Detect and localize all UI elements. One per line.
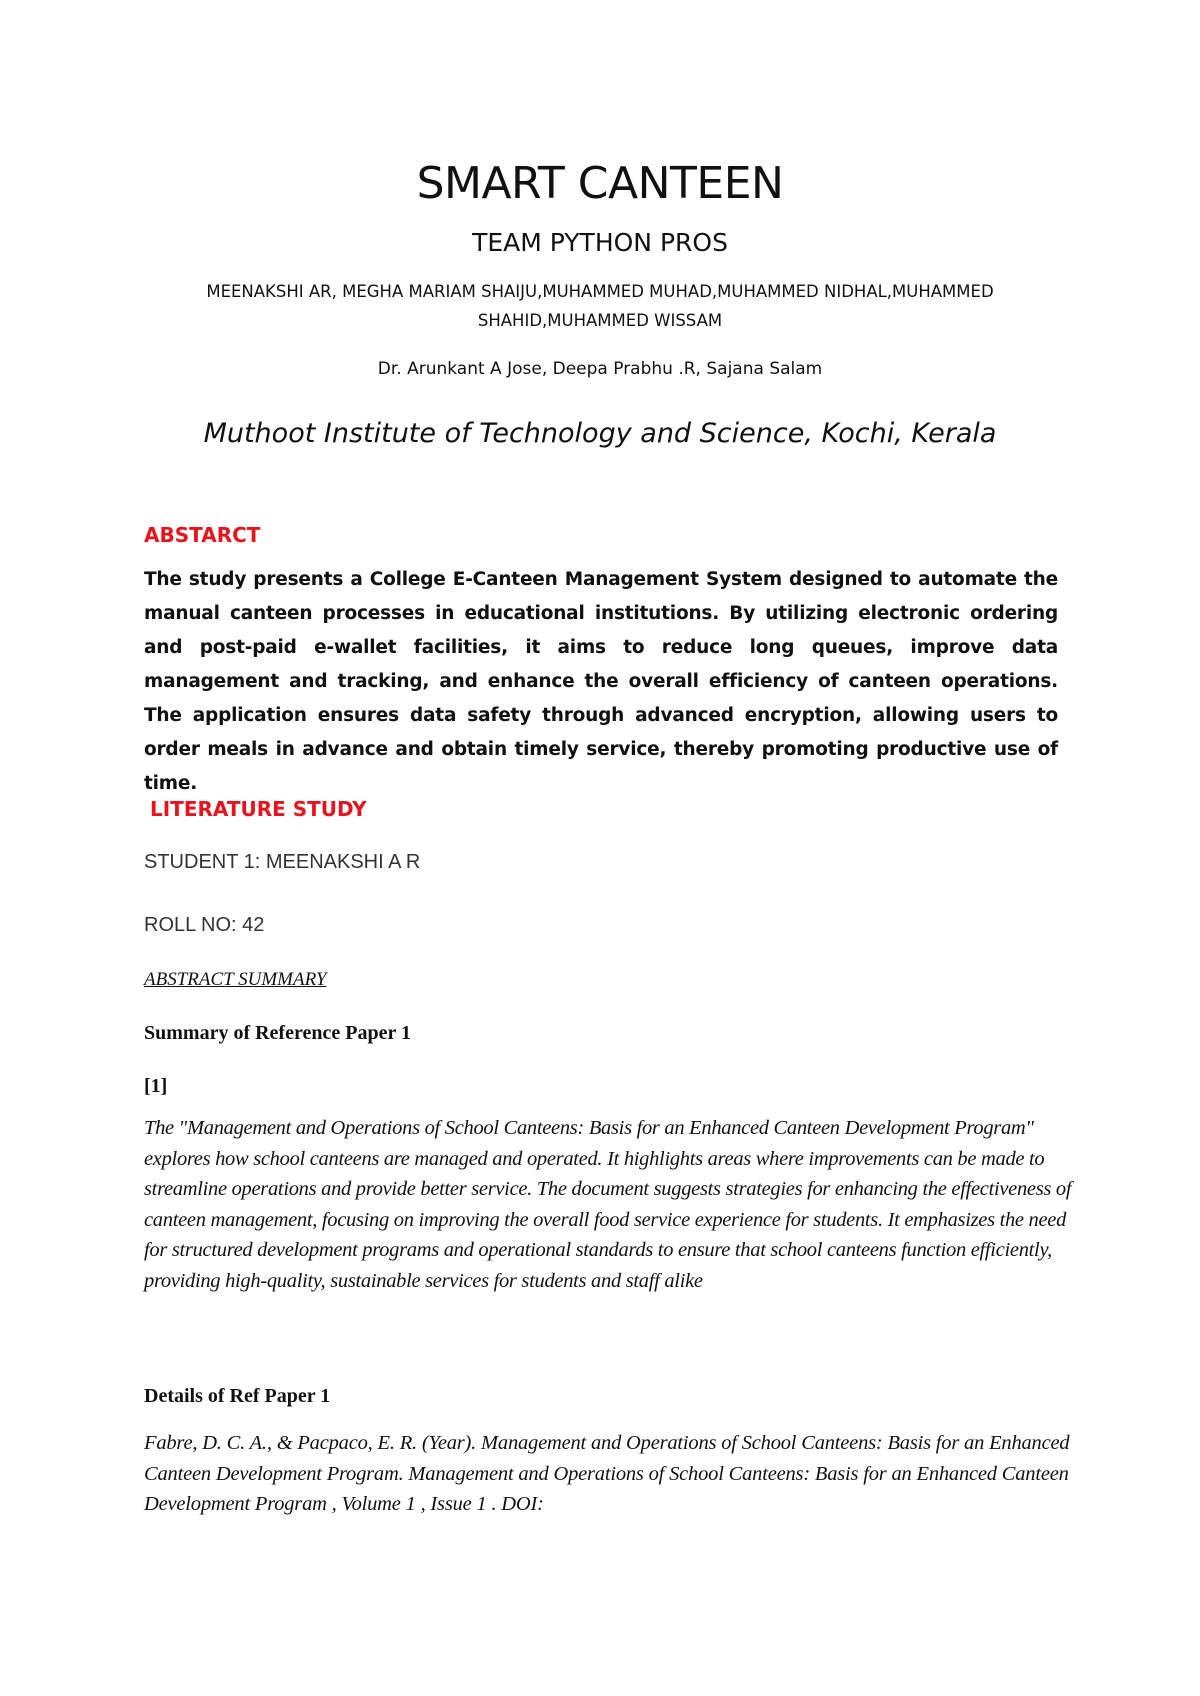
summary-heading: Summary of Reference Paper 1 <box>144 1022 411 1044</box>
details-heading: Details of Ref Paper 1 <box>144 1385 331 1407</box>
abstract-heading: ABSTARCT <box>144 523 261 547</box>
roll-number: ROLL NO: 42 <box>144 914 265 936</box>
abstract-summary-label: ABSTRACT SUMMARY <box>144 969 327 990</box>
reference-citation: Fabre, D. C. A., & Pacpaco, E. R. (Year). Management and Operations of School Canteens: Basis for an Enhanced Canteen Development Program. Management and Operations of School Canteens: Basis for an Enhanced Canteen Development Program , Volume 1 , Issue 1 . DOI: <box>144 1432 1070 1515</box>
abstract-body: The study presents a College E-Canteen Management System designed to automate the manual canteen processes in educational institutions. By utilizing electronic ordering and post-paid e-wallet facilities, it aims to reduce long queues, improve data management and tracking, and enhance the overall efficiency of canteen operations. The application ensures data safety through advanced encryption, allowing users to order meals in advance and obtain timely service, thereby promoting productive use of time. <box>144 569 1058 794</box>
student-name: STUDENT 1: MEENAKSHI A R <box>144 851 421 873</box>
author-list: MEENAKSHI AR, MEGHA MARIAM SHAIJU,MUHAMMED MUHAD,MUHAMMED NIDHAL,MUHAMMED SHAHID,MUHAMMED WISSAM <box>206 282 994 330</box>
guide-list: Dr. Arunkant A Jose, Deepa Prabhu .R, Sajana Salam <box>377 359 823 379</box>
literature-study-heading: LITERATURE STUDY <box>150 797 367 821</box>
reference-number: [1] <box>144 1075 168 1097</box>
document-title: SMART CANTEEN <box>416 158 784 209</box>
institute-name: Muthoot Institute of Technology and Science, Kochi, Kerala <box>203 418 997 449</box>
team-name: TEAM PYTHON PROS <box>472 228 728 257</box>
summary-body: The "Management and Operations of School Canteens: Basis for an Enhanced Canteen Development Program" explores how school canteens are managed and operated. It highlights areas where improvements can be made to streamline operations and provide better service. The document suggests strategies for enhancing the effectiveness of canteen management, focusing on improving the overall food service experience for students. It emphasizes the need for structured development programs and operational standards to ensure that school canteens function efficiently, providing high-quality, sustainable services for students and staff alike <box>144 1117 1072 1292</box>
